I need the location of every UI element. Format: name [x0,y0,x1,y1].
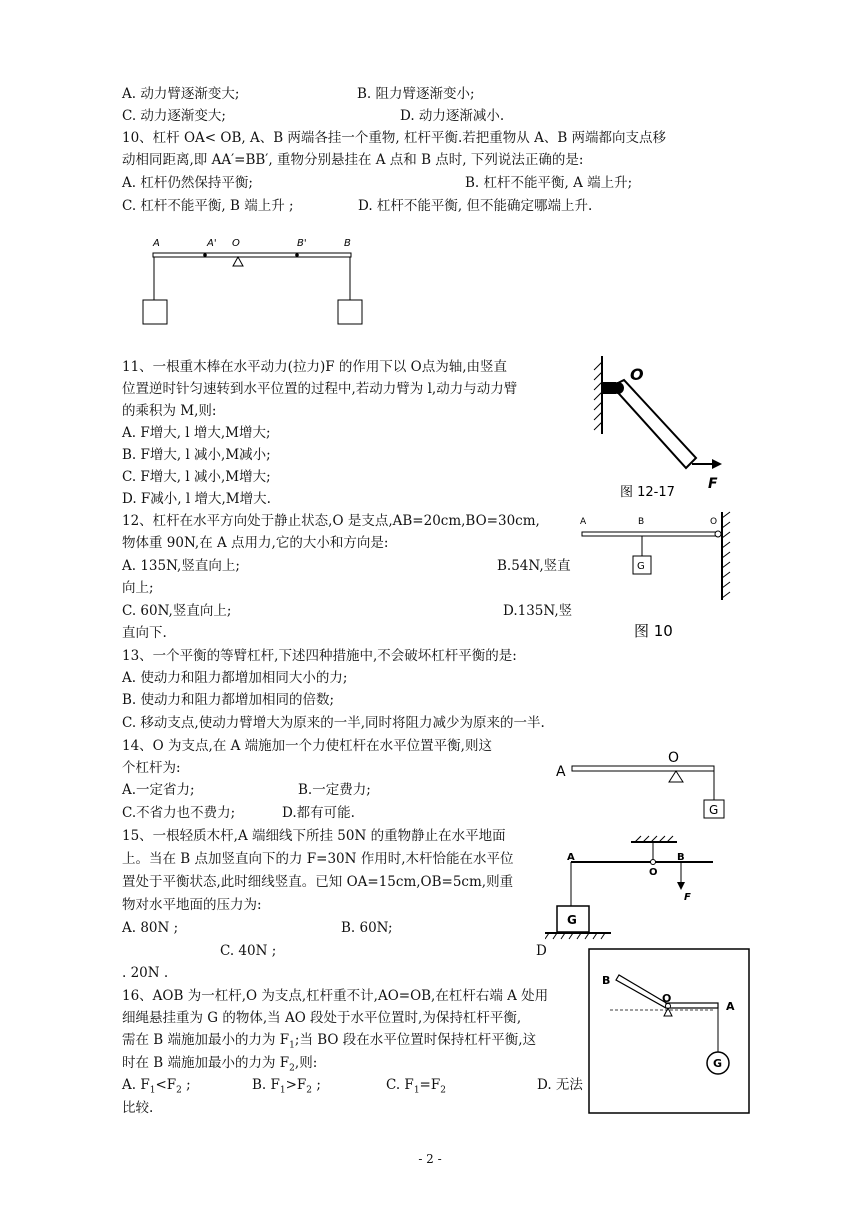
q12-stem-line2: 物体重 90N,在 A 点用力,它的大小和方向是: [122,535,389,551]
q15-option-a: A. 80N ; [122,920,179,936]
q11-label-f: F [708,476,718,492]
wooden-rod [612,380,696,468]
q16-option-a: A. $F_1<F_2$ ; [122,1077,191,1096]
q15-stem-line2: 上。当在 B 点加竖直向下的力 F=30N 作用时,木杆恰能在水平位 [122,851,514,867]
q12-lever-figure [576,508,736,642]
q12-option-d: D.135N,竖 [503,603,573,619]
q15-label-g: G [567,913,577,927]
q16-option-d: D. 无法 [537,1077,583,1093]
page-number: - 2 - [418,1152,442,1166]
q14-option-d: D.都有可能. [282,805,355,821]
q15-stem-line3: 置处于平衡状态,此时细线竖直。已知 OA=15cm,OB=5cm,则重 [122,874,514,890]
wall-hatch [594,362,602,430]
q16-label-g: G [713,1057,723,1070]
q13-option-c: C. 移动支点,使动力臂增大为原来的一半,同时将阻力减少为原来的一半. [122,715,545,731]
q10-label-a: A [153,238,160,249]
q16-stem-line1: 16、AOB 为一杠杆,O 为支点,杠杆重不计,AO=OB,在杠杆右端 A 处用 [122,988,549,1004]
q9-option-a: A. 动力臂逐渐变大; [122,86,240,102]
q12-figure-caption: 图 10 [634,622,673,640]
q12-label-b: B [638,517,645,527]
q12-option-b-cont: 向上; [122,580,154,596]
q12-option-c: C. 60N,竖直向上; [122,603,232,619]
weight-b [338,300,362,324]
point-b-prime [295,253,299,257]
q12-label-o: O [710,517,718,527]
q16-stem-line4: 时在 B 端施加最小的力为 $F_2$,则: [122,1055,318,1074]
q15-stem-line4: 物对水平地面的压力为: [122,897,262,913]
q11-option-d: D. F减小, l 增大,M增大. [122,491,271,507]
q12-label-g: G [637,561,645,572]
q9-option-b: B. 阻力臂逐渐变小; [357,86,475,102]
q10-option-a: A. 杠杆仍然保持平衡; [122,175,253,191]
wall-hatch [722,512,730,598]
q12-stem-line1: 12、杠杆在水平方向处于静止状态,O 是支点,AB=20cm,BO=30cm, [122,513,540,529]
q10-option-c: C. 杠杆不能平衡, B 端上升 ; [122,198,294,214]
lever-bar [153,253,351,257]
q10-option-b: B. 杠杆不能平衡, A 端上升; [465,175,633,191]
q10-stem-line1: 10、杠杆 OA< OB, A、B 两端各挂一个重物, 杠杆平衡.若把重物从 A、B 两端都向支点移 [122,130,667,146]
figure-frame [589,949,749,1113]
q14-stem-line1: 14、O 为支点,在 A 端施加一个力使杠杆在水平位置平衡,则这 [122,738,492,754]
q14-label-a: A [556,764,566,780]
q16-stem-line2: 细绳悬挂重为 G 的物体,当 AO 段处于水平位置时,为保持杠杆平衡, [122,1010,522,1026]
q10-label-a-prime: A' [207,238,217,249]
q14-lever-figure [552,748,738,822]
q16-option-d-cont: 比较. [122,1100,154,1116]
q10-label-b: B [344,238,351,249]
q15-label-o: O [649,867,658,878]
fulcrum [233,257,243,266]
force-f-arrowhead [712,459,722,469]
q15-option-d: D [536,943,547,959]
q14-label-o: O [668,750,680,766]
q14-stem-line2: 个杠杆为: [122,760,181,776]
q9-option-d: D. 动力逐渐减小. [400,108,505,124]
q16-label-b: B [602,974,611,987]
weight-a [143,300,167,324]
q13-option-a: A. 使动力和阻力都增加相同大小的力; [122,670,348,686]
q16-option-b: B. $F_1>F_2$ ; [252,1077,321,1096]
q13-stem: 13、一个平衡的等臂杠杆,下述四种措施中,不会破坏杠杆平衡的是: [122,648,517,664]
q10-option-d: D. 杠杆不能平衡, 但不能确定哪端上升. [358,198,593,214]
q9-option-c: C. 动力逐渐变大; [122,108,226,124]
q14-option-c: C.不省力也不费力; [122,805,236,821]
q11-option-a: A. F增大, l 增大,M增大; [122,425,271,441]
fulcrum [669,771,683,782]
q15-option-d-cont: . 20N . [122,965,169,981]
q12-option-b: B.54N,竖直 [497,558,571,574]
q10-label-b-prime: B' [297,238,307,249]
segment-oa [666,1003,718,1008]
q16-bent-lever-figure [588,948,752,1118]
q15-label-a: A [567,852,575,863]
lever-bar [582,532,718,536]
q16-label-a: A [726,1000,735,1013]
q12-label-a: A [580,517,587,527]
q15-stem-line1: 15、一根轻质木杆,A 端细线下所挂 50N 的重物静止在水平地面 [122,828,506,844]
q11-option-b: B. F增大, l 减小,M减小; [122,447,271,463]
point-a-prime [203,253,207,257]
q15-lever-figure [545,834,720,942]
force-f-arrowhead [677,882,685,890]
q11-stem-line3: 的乘积为 M,则: [122,403,217,419]
q15-label-b: B [677,852,685,863]
q14-option-b: B.一定费力; [298,782,371,798]
q11-label-o: O [630,365,644,384]
q16-label-o: O [662,992,672,1005]
q15-label-f: F [684,892,691,903]
q11-rotating-rod-figure [590,352,730,502]
q10-stem-line2: 动相同距离,即 AA′=BB′, 重物分别悬挂在 A 点和 B 点时, 下列说法正确的是: [122,152,584,168]
pivot-o [715,531,721,537]
q11-option-c: C. F增大, l 减小,M增大; [122,469,271,485]
q10-lever-figure [135,232,375,332]
pivot-o [612,382,624,394]
q15-option-c: C. 40N ; [220,943,277,959]
q14-option-a: A.一定省力; [122,782,195,798]
q10-label-o: O [232,238,240,249]
q16-stem-line3: 需在 B 端施加最小的力为 $F_1$;当 BO 段在水平位置时保持杠杆平衡,这 [122,1032,537,1051]
q12-option-a: A. 135N,竖直向上; [122,558,240,574]
q15-option-b: B. 60N; [341,920,393,936]
q13-option-b: B. 使动力和阻力都增加相同的倍数; [122,692,335,708]
q11-stem-line2: 位置逆时针匀速转到水平位置的过程中,若动力臂为 l,动力与动力臂 [122,381,518,397]
pivot-o [651,860,656,865]
q16-option-c: C. $F_1=F_2$ [386,1077,446,1096]
q12-option-d-cont: 直向下. [122,625,167,641]
q14-label-g: G [709,803,719,817]
lever-bar [572,766,714,771]
q11-stem-line1: 11、一根重木棒在水平动力(拉力)F 的作用下以 O点为轴,由竖直 [122,359,508,375]
q11-figure-caption: 图 12-17 [620,485,675,500]
